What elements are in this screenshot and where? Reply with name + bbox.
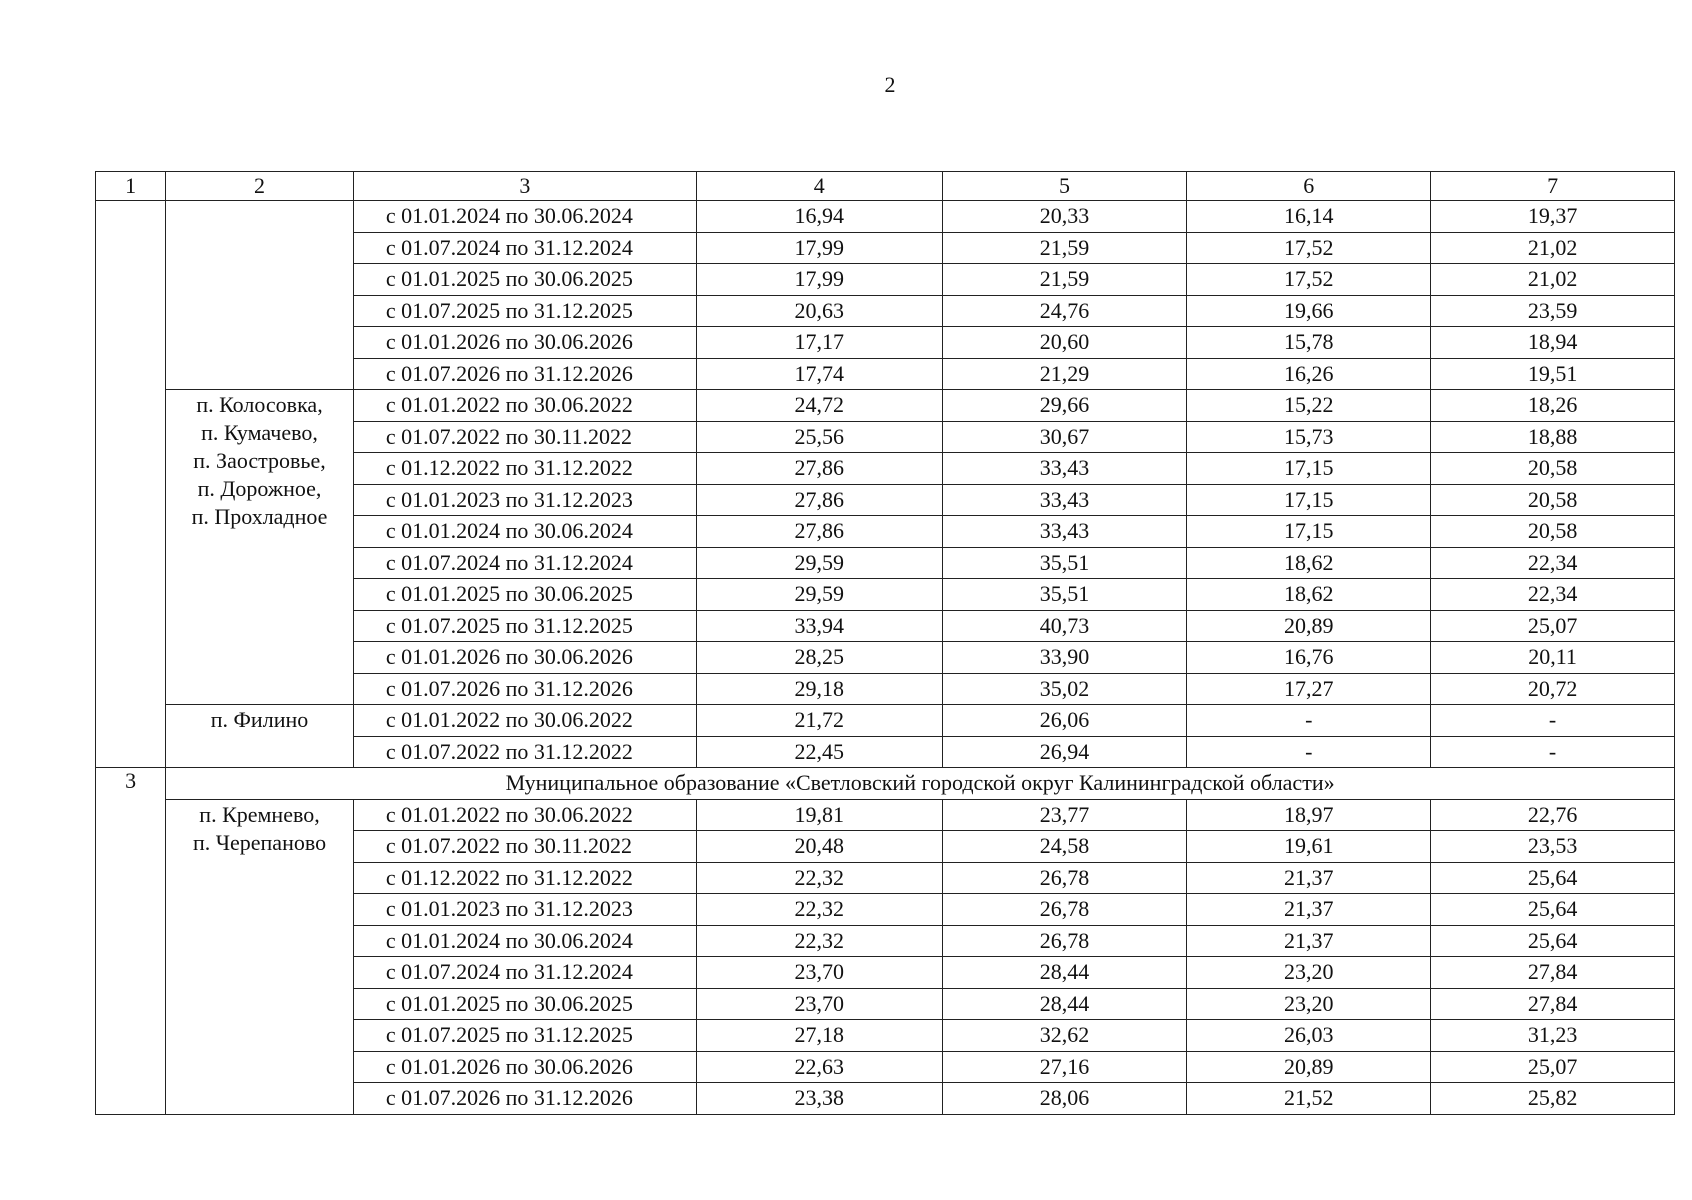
locality-name: п. Дорожное, [197, 476, 322, 501]
locality-name: п. Колосовка, [196, 392, 323, 417]
locality-cell [166, 799, 354, 1114]
value-cell-col4: 29,18 [696, 673, 942, 705]
value-cell-col5: 33,90 [942, 642, 1187, 674]
value-cell-col5: 33,43 [942, 484, 1187, 516]
period-cell: с 01.01.2023 по 31.12.2023 [353, 894, 696, 926]
value-cell-col5: 28,44 [942, 957, 1187, 989]
period-cell: с 01.01.2026 по 30.06.2026 [353, 327, 696, 359]
locality-name: п. Черепаново [192, 829, 327, 855]
value-cell-col7: 22,76 [1431, 799, 1675, 831]
value-cell-col7: 25,64 [1431, 925, 1675, 957]
value-cell-col7: 21,02 [1431, 232, 1675, 264]
period-cell: с 01.07.2022 по 30.11.2022 [353, 831, 696, 863]
value-cell-col6: 23,20 [1187, 957, 1431, 989]
value-cell-col7: 25,64 [1431, 862, 1675, 894]
group-number [96, 201, 166, 768]
value-cell-col4: 16,94 [696, 201, 942, 233]
value-cell-col6: 15,73 [1187, 421, 1431, 453]
value-cell-col7: 19,51 [1431, 358, 1675, 390]
value-cell-col6: 17,27 [1187, 673, 1431, 705]
value-cell-col6: 21,52 [1187, 1083, 1431, 1115]
value-cell-col5: 35,51 [942, 579, 1187, 611]
value-cell-col7: 25,07 [1431, 1051, 1675, 1083]
value-cell-col5: 35,02 [942, 673, 1187, 705]
period-cell: с 01.07.2026 по 31.12.2026 [353, 673, 696, 705]
value-cell-col7: 22,34 [1431, 547, 1675, 579]
period-cell: с 01.01.2025 по 30.06.2025 [353, 579, 696, 611]
group-number: 3 [96, 768, 166, 1115]
value-cell-col7: 20,58 [1431, 453, 1675, 485]
locality-name: п. Филино [210, 707, 309, 732]
value-cell-col7: 18,94 [1431, 327, 1675, 359]
value-cell-col7: 27,84 [1431, 957, 1675, 989]
value-cell-col7: 27,84 [1431, 988, 1675, 1020]
value-cell-col7: 21,02 [1431, 264, 1675, 296]
period-cell: с 01.01.2022 по 30.06.2022 [353, 799, 696, 831]
locality-name: п. Заостровье, [193, 448, 326, 473]
value-cell-col7: 18,88 [1431, 421, 1675, 453]
value-cell-col7: 25,82 [1431, 1083, 1675, 1115]
period-cell: с 01.07.2026 по 31.12.2026 [353, 1083, 696, 1115]
value-cell-col4: 22,32 [696, 862, 942, 894]
period-cell: с 01.07.2025 по 31.12.2025 [353, 295, 696, 327]
value-cell-col5: 26,94 [942, 736, 1187, 768]
table-header-row [96, 172, 1675, 201]
value-cell-col6: 17,15 [1187, 453, 1431, 485]
value-cell-col4: 24,72 [696, 390, 942, 422]
value-cell-col4: 27,86 [696, 453, 942, 485]
value-cell-col6: - [1187, 705, 1431, 737]
value-cell-col7: 20,58 [1431, 484, 1675, 516]
value-cell-col4: 20,63 [696, 295, 942, 327]
table-row [96, 705, 1675, 737]
value-cell-col6: 15,22 [1187, 390, 1431, 422]
value-cell-col6: 21,37 [1187, 925, 1431, 957]
table-row [96, 201, 1675, 233]
value-cell-col6: 16,76 [1187, 642, 1431, 674]
header-cell: 4 [696, 172, 942, 201]
value-cell-col7: 23,53 [1431, 831, 1675, 863]
value-cell-col6: - [1187, 736, 1431, 768]
value-cell-col6: 21,37 [1187, 862, 1431, 894]
value-cell-col5: 21,59 [942, 232, 1187, 264]
period-cell: с 01.01.2025 по 30.06.2025 [353, 988, 696, 1020]
value-cell-col6: 18,62 [1187, 579, 1431, 611]
value-cell-col7: 20,72 [1431, 673, 1675, 705]
value-cell-col5: 26,78 [942, 894, 1187, 926]
period-cell: с 01.01.2023 по 31.12.2023 [353, 484, 696, 516]
value-cell-col7: 19,37 [1431, 201, 1675, 233]
value-cell-col5: 26,78 [942, 925, 1187, 957]
locality-cell [166, 390, 354, 705]
value-cell-col7: - [1431, 736, 1675, 768]
value-cell-col5: 21,59 [942, 264, 1187, 296]
value-cell-col5: 20,33 [942, 201, 1187, 233]
value-cell-col7: 31,23 [1431, 1020, 1675, 1052]
tariff-table-body [96, 172, 1675, 1115]
value-cell-col4: 23,38 [696, 1083, 942, 1115]
period-cell: с 01.01.2024 по 30.06.2024 [353, 201, 696, 233]
period-cell: с 01.07.2025 по 31.12.2025 [353, 1020, 696, 1052]
header-cell: 2 [166, 172, 354, 201]
value-cell-col6: 17,15 [1187, 484, 1431, 516]
value-cell-col7: 22,34 [1431, 579, 1675, 611]
value-cell-col5: 21,29 [942, 358, 1187, 390]
value-cell-col6: 17,15 [1187, 516, 1431, 548]
value-cell-col5: 28,44 [942, 988, 1187, 1020]
value-cell-col4: 23,70 [696, 957, 942, 989]
period-cell: с 01.01.2022 по 30.06.2022 [353, 705, 696, 737]
locality-name: п. Кремнево, [199, 801, 320, 827]
value-cell-col4: 22,32 [696, 925, 942, 957]
page-number: 2 [884, 72, 896, 97]
table-row [96, 799, 1675, 831]
group-title-row [96, 768, 1675, 800]
value-cell-col4: 33,94 [696, 610, 942, 642]
header-cell: 1 [96, 172, 166, 201]
value-cell-col4: 27,86 [696, 516, 942, 548]
value-cell-col4: 22,63 [696, 1051, 942, 1083]
period-cell: с 01.07.2024 по 31.12.2024 [353, 547, 696, 579]
value-cell-col5: 24,58 [942, 831, 1187, 863]
value-cell-col5: 33,43 [942, 516, 1187, 548]
period-cell: с 01.07.2024 по 31.12.2024 [353, 957, 696, 989]
value-cell-col6: 18,62 [1187, 547, 1431, 579]
locality-cell [166, 705, 354, 768]
value-cell-col4: 29,59 [696, 579, 942, 611]
locality-name: п. Кумачево, [201, 420, 318, 445]
value-cell-col5: 33,43 [942, 453, 1187, 485]
period-cell: с 01.07.2024 по 31.12.2024 [353, 232, 696, 264]
value-cell-col5: 30,67 [942, 421, 1187, 453]
value-cell-col4: 23,70 [696, 988, 942, 1020]
tariff-table [95, 171, 1675, 1115]
value-cell-col6: 17,52 [1187, 232, 1431, 264]
value-cell-col6: 17,52 [1187, 264, 1431, 296]
value-cell-col4: 20,48 [696, 831, 942, 863]
value-cell-col4: 28,25 [696, 642, 942, 674]
value-cell-col5: 32,62 [942, 1020, 1187, 1052]
value-cell-col5: 29,66 [942, 390, 1187, 422]
value-cell-col7: 20,58 [1431, 516, 1675, 548]
value-cell-col7: 20,11 [1431, 642, 1675, 674]
header-cell: 7 [1431, 172, 1675, 201]
period-cell: с 01.01.2024 по 30.06.2024 [353, 925, 696, 957]
value-cell-col5: 28,06 [942, 1083, 1187, 1115]
value-cell-col6: 19,61 [1187, 831, 1431, 863]
value-cell-col4: 22,45 [696, 736, 942, 768]
value-cell-col6: 16,26 [1187, 358, 1431, 390]
value-cell-col5: 23,77 [942, 799, 1187, 831]
period-cell: с 01.01.2022 по 30.06.2022 [353, 390, 696, 422]
value-cell-col6: 19,66 [1187, 295, 1431, 327]
value-cell-col5: 20,60 [942, 327, 1187, 359]
value-cell-col5: 24,76 [942, 295, 1187, 327]
period-cell: с 01.01.2026 по 30.06.2026 [353, 642, 696, 674]
value-cell-col4: 17,17 [696, 327, 942, 359]
value-cell-col4: 17,99 [696, 232, 942, 264]
period-cell: с 01.12.2022 по 31.12.2022 [353, 453, 696, 485]
value-cell-col7: 25,07 [1431, 610, 1675, 642]
value-cell-col5: 26,06 [942, 705, 1187, 737]
value-cell-col5: 35,51 [942, 547, 1187, 579]
value-cell-col4: 22,32 [696, 894, 942, 926]
header-cell: 5 [942, 172, 1187, 201]
period-cell: с 01.07.2022 по 30.11.2022 [353, 421, 696, 453]
value-cell-col6: 20,89 [1187, 1051, 1431, 1083]
period-cell: с 01.01.2024 по 30.06.2024 [353, 516, 696, 548]
value-cell-col7: 25,64 [1431, 894, 1675, 926]
value-cell-col4: 19,81 [696, 799, 942, 831]
value-cell-col7: 18,26 [1431, 390, 1675, 422]
locality-name: п. Прохладное [191, 504, 328, 529]
header-cell: 3 [353, 172, 696, 201]
header-cell: 6 [1187, 172, 1431, 201]
value-cell-col4: 25,56 [696, 421, 942, 453]
value-cell-col6: 23,20 [1187, 988, 1431, 1020]
group-title: Муниципальное образование «Светловский городской округ Калининградской области» [166, 768, 1675, 800]
period-cell: с 01.07.2022 по 31.12.2022 [353, 736, 696, 768]
value-cell-col6: 18,97 [1187, 799, 1431, 831]
period-cell: с 01.01.2026 по 30.06.2026 [353, 1051, 696, 1083]
value-cell-col6: 26,03 [1187, 1020, 1431, 1052]
value-cell-col6: 20,89 [1187, 610, 1431, 642]
value-cell-col5: 26,78 [942, 862, 1187, 894]
value-cell-col5: 40,73 [942, 610, 1187, 642]
period-cell: с 01.01.2025 по 30.06.2025 [353, 264, 696, 296]
value-cell-col4: 29,59 [696, 547, 942, 579]
value-cell-col7: 23,59 [1431, 295, 1675, 327]
value-cell-col6: 15,78 [1187, 327, 1431, 359]
value-cell-col4: 27,18 [696, 1020, 942, 1052]
value-cell-col4: 17,99 [696, 264, 942, 296]
value-cell-col6: 21,37 [1187, 894, 1431, 926]
period-cell: с 01.07.2026 по 31.12.2026 [353, 358, 696, 390]
value-cell-col4: 17,74 [696, 358, 942, 390]
table-row [96, 390, 1675, 422]
locality-cell [166, 201, 354, 390]
value-cell-col4: 21,72 [696, 705, 942, 737]
value-cell-col6: 16,14 [1187, 201, 1431, 233]
value-cell-col7: - [1431, 705, 1675, 737]
value-cell-col5: 27,16 [942, 1051, 1187, 1083]
value-cell-col4: 27,86 [696, 484, 942, 516]
period-cell: с 01.12.2022 по 31.12.2022 [353, 862, 696, 894]
period-cell: с 01.07.2025 по 31.12.2025 [353, 610, 696, 642]
